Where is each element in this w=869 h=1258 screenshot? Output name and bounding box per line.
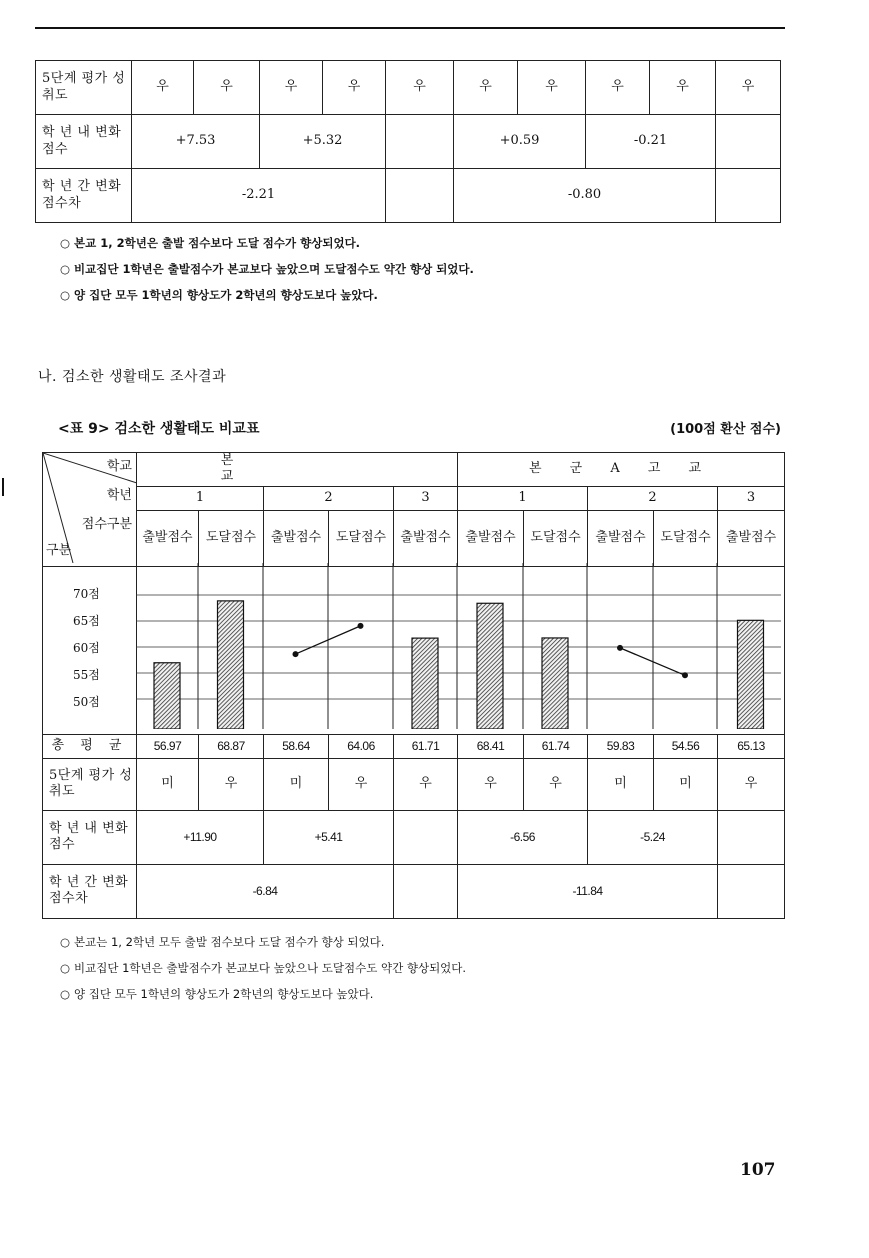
change-cell: +0.59 <box>454 115 586 169</box>
grade-header-row <box>43 486 785 510</box>
score-type-header: 출발점수 <box>458 510 524 566</box>
change-cell <box>718 810 785 864</box>
grade-header: 1 <box>137 486 264 510</box>
top-rule <box>35 27 785 29</box>
achievement-cell: 우 <box>323 61 386 115</box>
achievement-cell: 우 <box>718 758 785 810</box>
within-change-row <box>43 810 785 864</box>
chart-bar <box>218 601 244 729</box>
mean-value: 61.74 <box>524 734 588 758</box>
bullet: ○ <box>60 961 71 975</box>
change-cell: +7.53 <box>132 115 260 169</box>
row-label: 학 년 내 변화 점수 <box>43 810 137 864</box>
mean-value: 58.64 <box>264 734 329 758</box>
grade-header: 1 <box>458 486 588 510</box>
note-text: 비교집단 1학년은 출발점수가 본교보다 높았으나 도달점수도 약간 향상되었다. <box>74 961 467 975</box>
score-type-header: 출발점수 <box>137 510 199 566</box>
y-tick-label: 55점 <box>73 667 100 682</box>
mean-value: 54.56 <box>654 734 718 758</box>
achievement-row <box>43 758 785 810</box>
row-label: 학 년 간 변화점수차 <box>43 864 137 918</box>
note-item <box>60 282 474 308</box>
achievement-cell: 우 <box>132 61 194 115</box>
chart-bar <box>412 638 438 729</box>
total-mean-row <box>43 734 785 758</box>
notes-table-8 <box>60 230 474 308</box>
grade-header: 2 <box>264 486 394 510</box>
y-tick-label: 60점 <box>73 640 100 655</box>
change-cell: +5.32 <box>260 115 386 169</box>
score-type-header: 출발점수 <box>718 510 785 566</box>
table-caption: <표 9> 검소한 생활태도 비교표 <box>58 421 260 437</box>
grade-header: 3 <box>394 486 458 510</box>
bullet: ○ <box>60 987 71 1001</box>
page-number: 107 <box>740 1160 776 1180</box>
chart-point <box>682 672 688 678</box>
change-diff-cell <box>386 169 454 223</box>
achievement-cell: 우 <box>260 61 323 115</box>
corner-grade-label: 학년 <box>106 488 132 503</box>
note-text: 비교집단 1학년은 출발점수가 본교보다 높았으며 도달점수도 약간 향상 되었다. <box>74 262 474 276</box>
note-text: 본교 1, 2학년은 출발 점수보다 도달 점수가 향상되었다. <box>74 236 361 250</box>
achievement-cell: 우 <box>394 758 458 810</box>
chart-series <box>154 601 764 729</box>
change-diff-cell <box>718 864 785 918</box>
change-diff-cell: -2.21 <box>132 169 386 223</box>
achievement-row <box>36 61 781 115</box>
chart-bar <box>542 638 568 729</box>
table-unit: (100점 환산 점수) <box>670 422 781 437</box>
score-type-header: 도달점수 <box>654 510 718 566</box>
score-type-header: 도달점수 <box>329 510 394 566</box>
bullet: ○ <box>60 288 71 302</box>
note-item <box>60 256 474 282</box>
achievement-cell: 미 <box>264 758 329 810</box>
note-text: 본교는 1, 2학년 모두 출발 점수보다 도달 점수가 향상 되었다. <box>74 935 385 949</box>
change-diff-cell <box>394 864 458 918</box>
mean-value: 68.87 <box>199 734 264 758</box>
corner-header-cell <box>43 453 137 567</box>
chart-point <box>293 651 299 657</box>
achievement-cell: 우 <box>194 61 260 115</box>
chart-bar <box>738 620 764 729</box>
section-heading: 나. 검소한 생활태도 조사결과 <box>38 369 227 385</box>
mean-value: 61.71 <box>394 734 458 758</box>
change-diff-cell: -11.84 <box>458 864 718 918</box>
achievement-cell: 우 <box>518 61 586 115</box>
corner-category-label: 구분 <box>46 543 72 558</box>
achievement-cell: 우 <box>386 61 454 115</box>
change-cell: +11.90 <box>137 810 264 864</box>
change-cell: +5.41 <box>264 810 394 864</box>
within-change-row <box>36 115 781 169</box>
row-label: 총 평 균 <box>43 734 137 758</box>
row-label: 5단계 평가 성취도 <box>36 61 132 115</box>
score-type-header: 출발점수 <box>588 510 654 566</box>
change-cell <box>716 115 781 169</box>
achievement-cell: 우 <box>329 758 394 810</box>
note-text: 양 집단 모두 1학년의 향상도가 2학년의 향상도보다 높았다. <box>74 987 374 1001</box>
score-type-header-row <box>43 510 785 566</box>
y-axis-cell <box>43 566 137 734</box>
school-main-header: 본 교 <box>137 453 458 487</box>
note-item <box>60 955 466 981</box>
achievement-cell: 우 <box>454 61 518 115</box>
note-item <box>60 929 466 955</box>
achievement-cell: 우 <box>650 61 716 115</box>
achievement-cell: 미 <box>654 758 718 810</box>
score-type-header: 도달점수 <box>199 510 264 566</box>
corner-school-label: 학교 <box>106 459 132 474</box>
change-cell <box>386 115 454 169</box>
change-cell: -0.21 <box>586 115 716 169</box>
mean-value: 59.83 <box>588 734 654 758</box>
mean-value: 56.97 <box>137 734 199 758</box>
y-tick-label: 65점 <box>73 613 100 628</box>
corner-score-type-label: 점수구분 <box>81 517 132 532</box>
achievement-cell: 미 <box>137 758 199 810</box>
between-change-row <box>36 169 781 223</box>
achievement-cell: 미 <box>588 758 654 810</box>
change-diff-cell: -6.84 <box>137 864 394 918</box>
bullet: ○ <box>60 262 71 276</box>
chart-bar <box>477 603 503 729</box>
achievement-cell: 우 <box>586 61 650 115</box>
bullet: ○ <box>60 935 71 949</box>
chart-point <box>358 623 364 629</box>
bullet: ○ <box>60 236 71 250</box>
mean-value: 64.06 <box>329 734 394 758</box>
table-8-continuation <box>35 60 781 223</box>
score-type-header: 출발점수 <box>264 510 329 566</box>
y-tick-label: 70점 <box>73 586 100 601</box>
school-header-row <box>43 453 785 487</box>
y-tick-label: 50점 <box>73 694 100 709</box>
notes-table-9 <box>60 929 466 1007</box>
row-label: 5단계 평가 성취도 <box>43 758 137 810</box>
grade-header: 3 <box>718 486 785 510</box>
chart-point <box>617 645 623 651</box>
school-compare-header: 본 군 A 고 교 <box>458 453 785 487</box>
row-label: 학 년 내 변화점수 <box>36 115 132 169</box>
achievement-cell: 우 <box>199 758 264 810</box>
grade-header: 2 <box>588 486 718 510</box>
note-text: 양 집단 모두 1학년의 향상도가 2학년의 향상도보다 높았다. <box>74 288 378 302</box>
note-item <box>60 981 466 1007</box>
achievement-cell: 우 <box>716 61 781 115</box>
score-type-header: 출발점수 <box>394 510 458 566</box>
between-change-row <box>43 864 785 918</box>
change-cell: -5.24 <box>588 810 718 864</box>
achievement-cell: 우 <box>458 758 524 810</box>
mean-value: 68.41 <box>458 734 524 758</box>
score-type-header: 도달점수 <box>524 510 588 566</box>
change-cell: -6.56 <box>458 810 588 864</box>
chart-bar <box>154 663 180 729</box>
row-label: 학 년 간 변화점수차 <box>36 169 132 223</box>
change-cell <box>394 810 458 864</box>
achievement-cell: 우 <box>524 758 588 810</box>
change-diff-cell: -0.80 <box>454 169 716 223</box>
change-diff-cell <box>716 169 781 223</box>
mean-value: 65.13 <box>718 734 785 758</box>
margin-mark <box>2 478 4 496</box>
note-item <box>60 230 474 256</box>
chart-plot <box>136 563 781 729</box>
